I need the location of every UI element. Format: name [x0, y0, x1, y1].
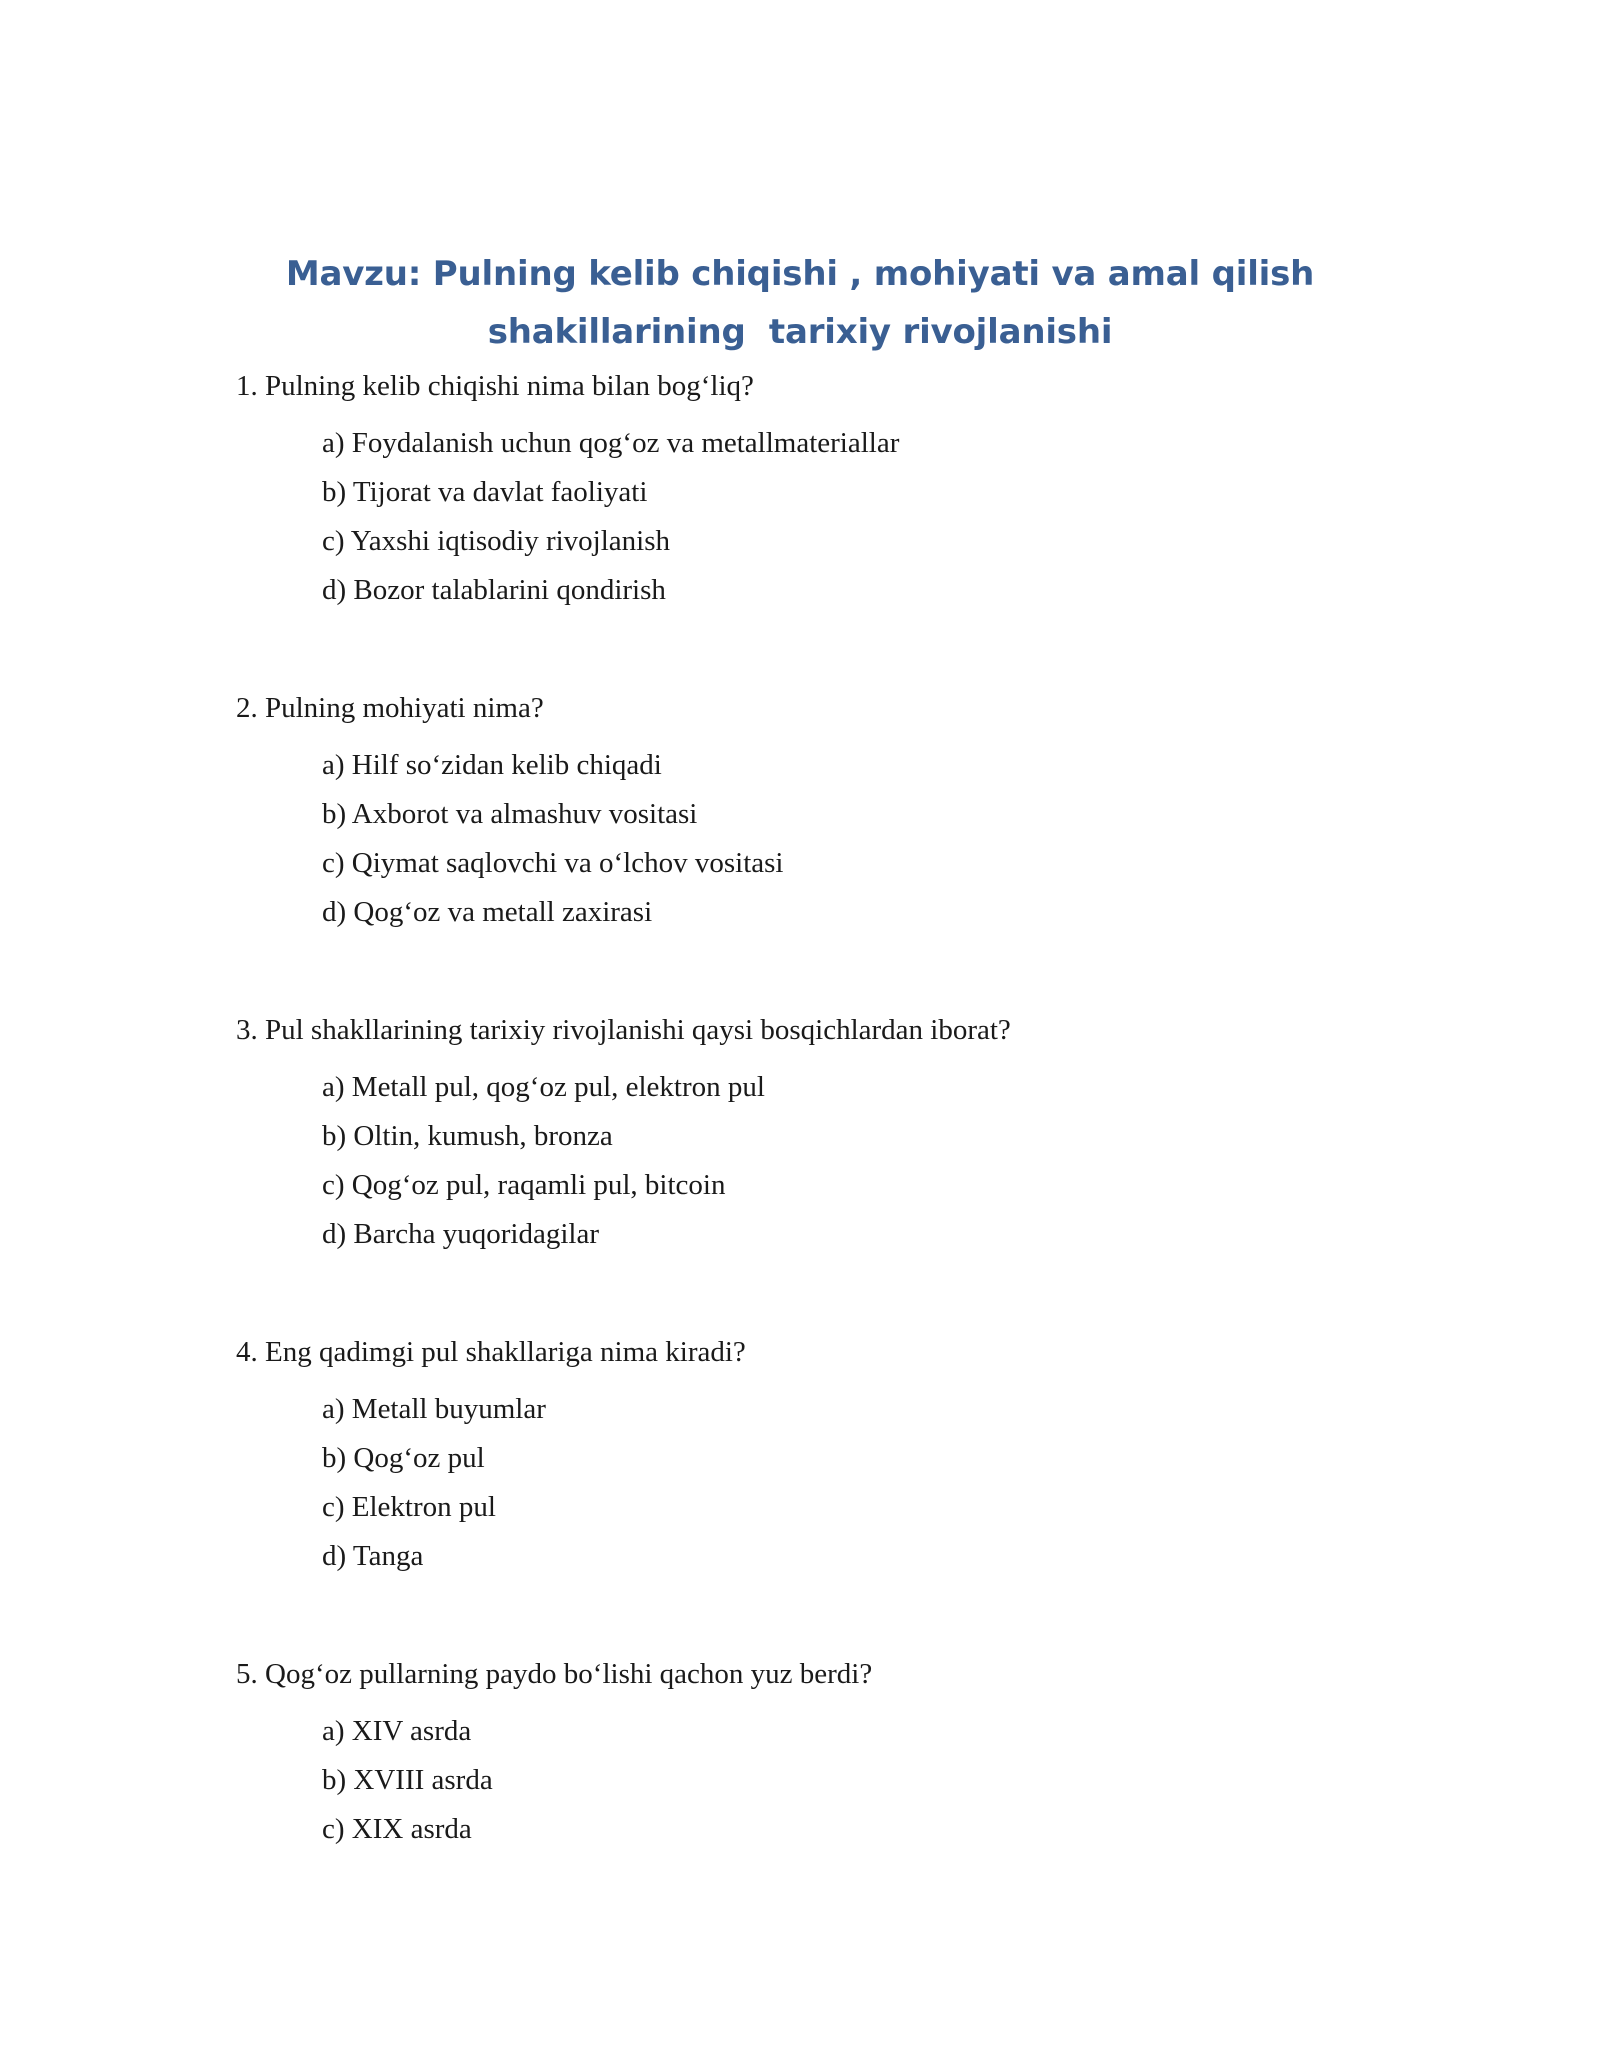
question-4-option-d: d) Tanga [322, 1540, 424, 1572]
question-2-option-a: a) Hilf so‘zidan kelib chiqadi [322, 749, 662, 781]
question-3: 3. Pul shakllarining tarixiy rivojlanishi qaysi bosqichlardan iborat? [236, 1014, 1011, 1046]
question-5: 5. Qog‘oz pullarning paydo bo‘lishi qachon yuz berdi? [236, 1658, 873, 1690]
document-title-line-1: Mavzu: Pulning kelib chiqishi , mohiyati va amal qilish [285, 254, 1315, 294]
question-3-option-c: c) Qog‘oz pul, raqamli pul, bitcoin [322, 1169, 726, 1201]
question-2: 2. Pulning mohiyati nima? [236, 692, 544, 724]
question-5-option-b: b) XVIII asrda [322, 1764, 493, 1796]
question-4: 4. Eng qadimgi pul shakllariga nima kiradi? [236, 1336, 746, 1368]
question-2-option-d: d) Qog‘oz va metall zaxirasi [322, 896, 653, 928]
question-1: 1. Pulning kelib chiqishi nima bilan bog‘liq? [236, 370, 754, 402]
question-1-option-a: a) Foydalanish uchun qog‘oz va metallmateriallar [322, 427, 900, 459]
question-4-option-a: a) Metall buyumlar [322, 1393, 546, 1425]
question-2-option-c: c) Qiymat saqlovchi va o‘lchov vositasi [322, 847, 784, 879]
question-1-option-c: c) Yaxshi iqtisodiy rivojlanish [322, 525, 671, 557]
question-4-option-c: c) Elektron pul [322, 1491, 496, 1523]
question-2-option-b: b) Axborot va almashuv vositasi [322, 798, 698, 830]
question-1-option-b: b) Tijorat va davlat faoliyati [322, 476, 648, 508]
document-title-line-2: shakillarining tarixiy rivojlanishi [487, 312, 1113, 352]
question-3-option-d: d) Barcha yuqoridagilar [322, 1218, 600, 1250]
question-4-option-b: b) Qog‘oz pul [322, 1442, 485, 1474]
question-3-option-b: b) Oltin, kumush, bronza [322, 1120, 613, 1152]
question-5-option-a: a) XIV asrda [322, 1715, 472, 1747]
question-3-option-a: a) Metall pul, qog‘oz pul, elektron pul [322, 1071, 765, 1103]
question-1-option-d: d) Bozor talablarini qondirish [322, 574, 666, 606]
question-5-option-c: c) XIX asrda [322, 1813, 472, 1845]
